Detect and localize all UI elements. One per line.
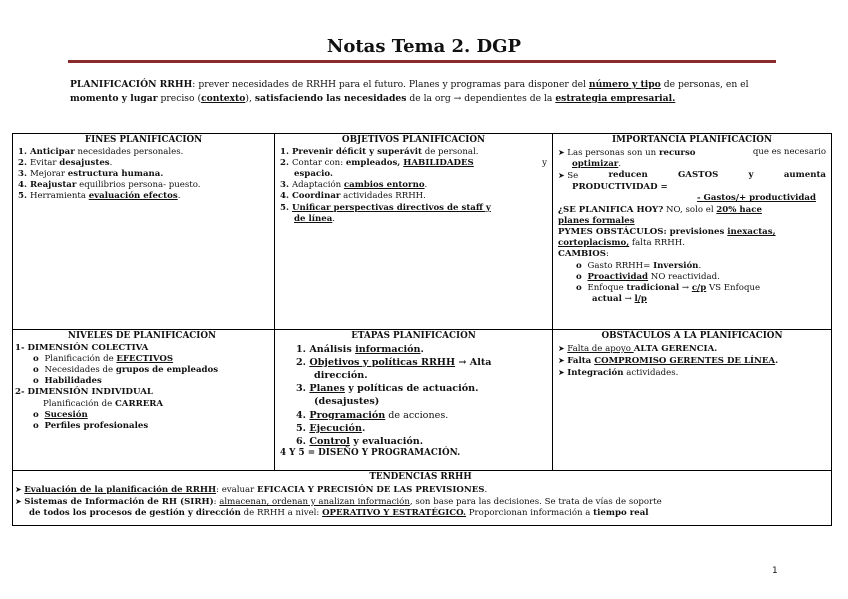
etapas-item: 2. Objetivos y políticas RRHH → Alta (296, 356, 492, 368)
page-title: Notas Tema 2. DGP (326, 36, 522, 57)
cambios-item: o Enfoque tradicional → c/p VS Enfoque (576, 282, 761, 293)
fines-header: FINES PLANIFICACIÓN (84, 135, 203, 145)
intro-emph: momento y lugar (70, 92, 158, 104)
niveles-item: Planificación de CARRERA (43, 398, 164, 409)
importancia-cambios: CAMBIOS: (558, 249, 609, 260)
importancia-item: ➤ Las personas son un recurso que es necesario (558, 146, 826, 158)
objetivos-item-cont: de línea. (294, 213, 336, 224)
intro-emph: estrategia empresarial. (555, 92, 676, 104)
intro-text: : prever necesidades de RRHH para el futuro. Planes y programas para disponer del (192, 79, 589, 90)
etapas-item-cont: (desajustes) (314, 396, 380, 408)
intro-text: de personas, en el (660, 79, 749, 90)
cell-importancia (553, 134, 831, 330)
objetivos-item: 5. Unificar perspectivas directivos de staff y (280, 202, 491, 213)
cambios-item: o Proactividad NO reactividad. (576, 271, 720, 282)
intro-paragraph (70, 78, 780, 105)
fines-item: 2. Evitar desajustes. (18, 157, 113, 168)
cell-fines (13, 134, 275, 330)
tendencias-item-cont: de todos los procesos de gestión y dirección de RRHH a nivel: OPERATIVO Y ESTRATÉGICO. Proporcionan información a tiempo real (29, 507, 649, 518)
intro-emph: satisfaciendo las necesidades (254, 92, 407, 104)
importancia-item-cont: optimizar. (572, 158, 622, 169)
fines-item: 5. Herramienta evaluación efectos. (18, 191, 181, 202)
importancia-question: ¿SE PLANIFICA HOY? NO, solo el 20% hace (558, 204, 762, 215)
intro-term: PLANIFICACIÓN RRHH (70, 79, 193, 90)
fines-item: 3. Mejorar estructura humana. (18, 168, 164, 179)
objetivos-item: 4. Coordinar actividades RRHH. (280, 191, 426, 202)
intro-text: de la org → dependientes de la (406, 92, 556, 104)
intro-emph: contexto (201, 92, 246, 104)
cambios-item-cont: actual → l/p (592, 294, 647, 305)
niveles-dimension: 1- DIMENSIÓN COLECTIVA (15, 342, 149, 353)
tendencias-header: TENDENCIAS RRHH (369, 472, 472, 482)
importancia-question-cont: planes formales (558, 215, 635, 226)
etapas-item: 5. Ejecución. (296, 422, 366, 434)
cell-obstaculos (553, 330, 831, 471)
cambios-item: o Gasto RRHH= Inversión. (576, 260, 702, 271)
importancia-formula: - Gastos/+ productividad (696, 193, 816, 204)
intro-text: preciso ( (157, 92, 202, 104)
etapas-item: 6. Control y evaluación. (296, 435, 424, 447)
importancia-item: ➤ Se reducen GASTOS y aumenta (558, 169, 826, 181)
niveles-item: o Planificación de EFECTIVOS (33, 353, 174, 364)
niveles-item: o Necesidades de grupos de empleados (33, 364, 219, 375)
niveles-item: o Sucesión (33, 409, 88, 420)
niveles-item: o Perfiles profesionales (33, 420, 149, 431)
obstaculos-item: ➤ Integración actividades. (558, 367, 679, 378)
cell-tendencias (13, 471, 831, 525)
cell-niveles (13, 330, 275, 471)
page-number: 1 (772, 566, 778, 576)
cell-etapas (275, 330, 553, 471)
fines-item: 1. Anticipar necesidades personales. (18, 146, 184, 157)
obstaculos-item: ➤ Falta COMPROMISO GERENTES DE LÍNEA. (558, 355, 779, 366)
importancia-pymes: PYMES OBSTÁCULOS: previsiones inexactas, (558, 226, 776, 237)
objetivos-item-cont: espacio. (294, 168, 333, 179)
title-underline (68, 60, 776, 63)
cell-objetivos (275, 134, 553, 330)
etapas-item: 1. Análisis información. (296, 343, 424, 355)
fines-item: 4. Reajustar equilibrios persona- puesto. (18, 180, 201, 191)
importancia-header: IMPORTANCIA PLANIFICACIÓN (611, 135, 772, 145)
importancia-pymes-cont: cortoplacismo, falta RRHH. (558, 238, 685, 249)
obstaculos-item: ➤ Falta de apoyo ALTA GERENCIA. (558, 343, 718, 354)
intro-text: ), (245, 92, 255, 104)
objetivos-item: 1. Prevenir déficit y superávit de personal. (280, 146, 479, 157)
objetivos-header: OBJETIVOS PLANIFICACIÓN (341, 135, 486, 145)
etapas-header: ETAPAS PLANIFICACIÓN (351, 331, 476, 341)
etapas-summary: 4 Y 5 = DISEÑO Y PROGRAMACIÓN. (280, 448, 461, 459)
etapas-item: 3. Planes y políticas de actuación. (296, 383, 479, 395)
niveles-dimension: 2- DIMENSIÓN INDIVIDUAL (15, 387, 153, 398)
tendencias-item: ➤ Sistemas de Información de RH (SIRH): almacenan, ordenan y analizan información, son base para las decisiones. Se trata de vías de soporte (15, 496, 662, 507)
niveles-header: NIVELES DE PLANIFICACIÓN (67, 331, 217, 341)
objetivos-item: 3. Adaptación cambios entorno. (280, 180, 428, 191)
notes-table (12, 133, 832, 526)
niveles-item: o Habilidades (33, 376, 102, 387)
obstaculos-header: OBSTÁCULOS A LA PLANIFICACIÓN (601, 331, 783, 341)
etapas-item-cont: dirección. (314, 369, 368, 381)
objetivos-item: 2. Contar con: empleados, HABILIDADES y (280, 157, 547, 168)
intro-emph: número y tipo (588, 79, 661, 90)
etapas-item: 4. Programación de acciones. (296, 409, 449, 421)
tendencias-item: ➤ Evaluación de la planificación de RRHH: evaluar EFICACIA Y PRECISIÓN DE LAS PREVISIONES. (15, 484, 488, 495)
importancia-item-cont: PRODUCTIVIDAD = (572, 182, 668, 193)
